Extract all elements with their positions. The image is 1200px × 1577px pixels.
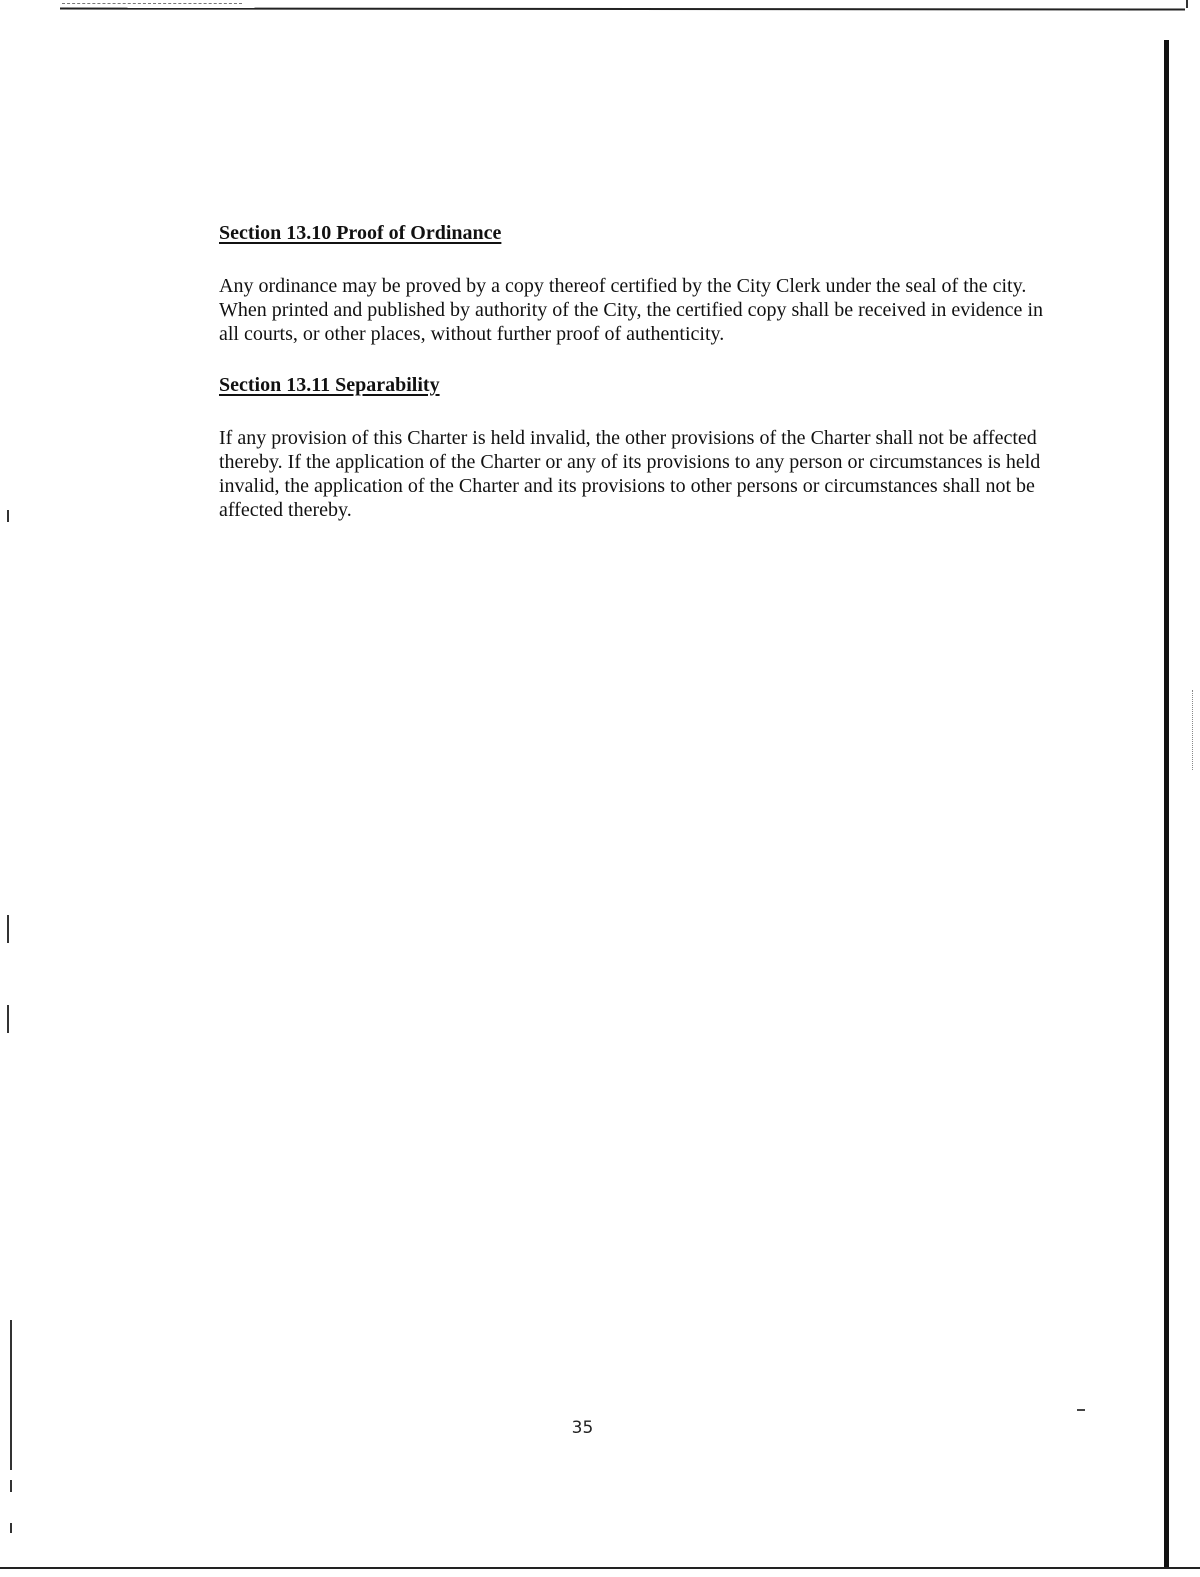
section-heading: Section 13.11 Separability: [219, 374, 440, 396]
scan-artifact-left-mark: [7, 915, 9, 943]
scan-artifact-right-edge: [1164, 40, 1169, 1568]
scan-artifact-top-faint: [62, 0, 242, 4]
document-body: [219, 220, 1049, 522]
scan-artifact-left-mark: [7, 510, 9, 522]
scan-artifact-dash: [1077, 1409, 1085, 1411]
scan-artifact-top-tick: [1186, 0, 1188, 8]
scan-artifact-left-mark: [10, 1320, 12, 1470]
scan-artifact-bottom-rule: [0, 1567, 1200, 1569]
section-paragraph: If any provision of this Charter is held invalid, the other provisions of the Charter shall not be affected thereby. If the application of the Charter or any of its provisions to any person or circumstances is held invalid, the application of the Charter and its provisions to other persons or circumstances shall not be affected thereby.: [219, 427, 1041, 521]
section-heading: Section 13.10 Proof of Ordinance: [219, 222, 502, 244]
page-number: 35: [571, 1418, 594, 1438]
scan-artifact-left-mark: [10, 1523, 12, 1533]
scan-artifact-right-faint: [1192, 690, 1194, 770]
scan-artifact-top-rule: [60, 8, 1185, 11]
section-paragraph: Any ordinance may be proved by a copy thereof certified by the City Clerk under the seal of the city. When printed and published by authority of the City, the certified copy shall be received in evidence in all courts, or other places, without further proof of authenticity.: [219, 275, 1043, 345]
scan-artifact-left-mark: [7, 1005, 9, 1033]
scan-artifact-left-mark: [10, 1480, 12, 1492]
